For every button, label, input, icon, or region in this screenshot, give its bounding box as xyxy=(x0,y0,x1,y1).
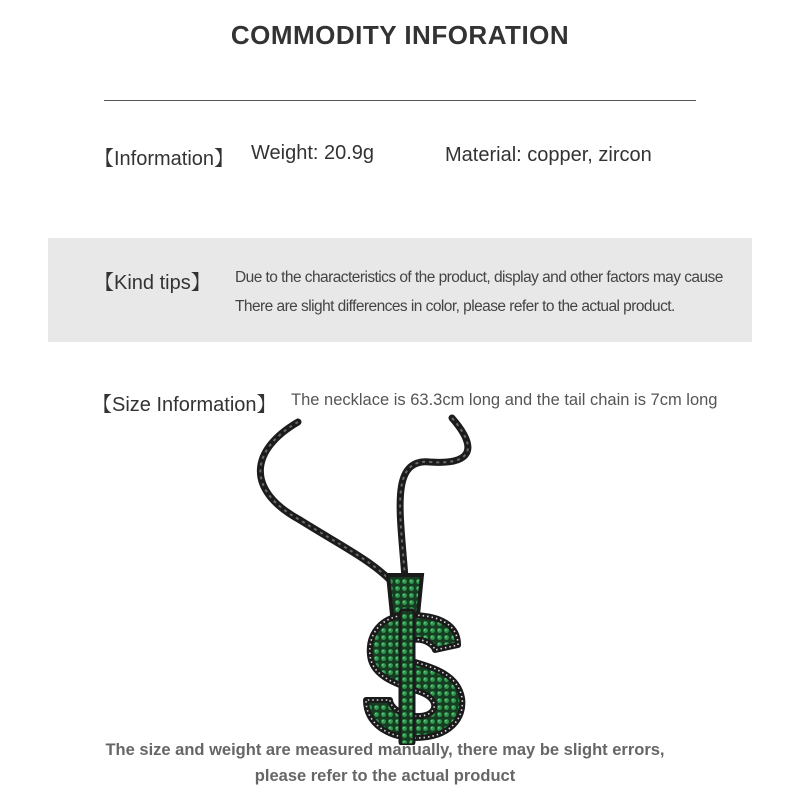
material-value: Material: copper, zircon xyxy=(445,144,652,166)
kind-tips-label: 【Kind tips】 xyxy=(94,272,211,294)
size-information-label: 【Size Information】 xyxy=(92,394,277,416)
information-label: 【Information】 xyxy=(94,148,235,170)
chain-right xyxy=(400,418,468,578)
footer-note-line-1: The size and weight are measured manually, there may be slight errors, xyxy=(105,741,665,759)
weight-value: Weight: 20.9g xyxy=(251,142,375,164)
size-information-text: The necklace is 63.3cm long and the tail chain is 7cm long xyxy=(291,391,718,409)
chain-left xyxy=(260,422,390,580)
kind-tips-line-2: There are slight differences in color, please refer to the actual product. xyxy=(235,298,675,315)
page-title: COMMODITY INFORATION xyxy=(230,20,570,50)
dollar-pendant-necklace-image xyxy=(240,410,500,745)
footer-note-line-2: please refer to the actual product xyxy=(254,767,516,785)
dollar-sign-bar xyxy=(400,610,414,745)
divider xyxy=(104,100,696,101)
kind-tips-line-1: Due to the characteristics of the product, display and other factors may cause xyxy=(235,269,723,286)
